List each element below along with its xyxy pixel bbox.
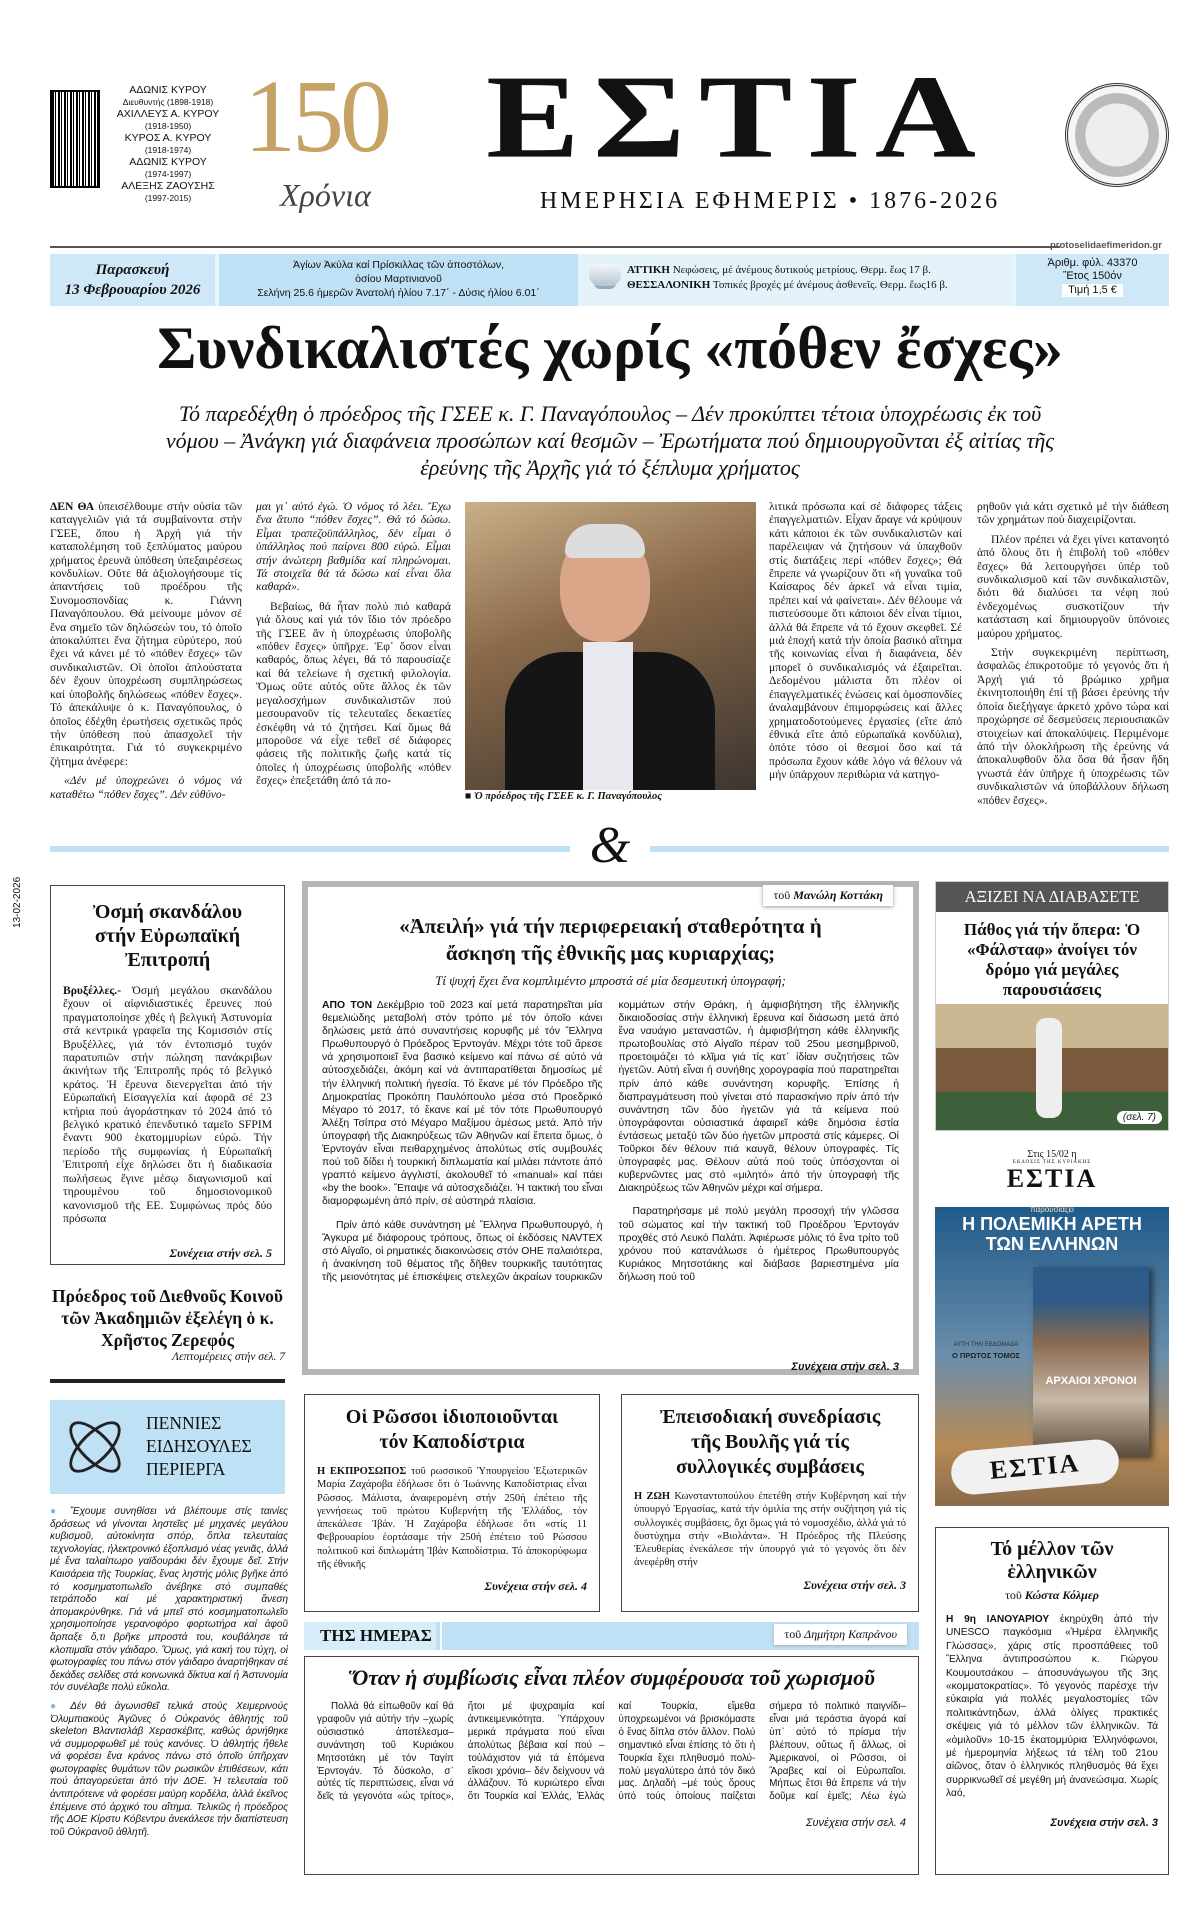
pennies-title-line: ΠΕΝΝΙΕΣ xyxy=(146,1413,222,1433)
issue-number: Ἀριθμ. φύλ. 43370 xyxy=(1047,257,1138,269)
pennies-items xyxy=(50,1506,288,1876)
photo-caption: ■ Ὁ πρόεδρος τῆς ΓΣΕΕ κ. Γ. Παναγόπουλος xyxy=(465,791,662,802)
anniversary-word: Χρόνια xyxy=(280,177,371,213)
parliament-headline: Ἐπεισοδιακή συνεδρίασις τῆς Βουλῆς γιά τίς συλλογικές συμβάσεις xyxy=(659,1406,881,1478)
byline-prefix: τοῦ xyxy=(784,1627,802,1641)
book-cover xyxy=(1033,1267,1149,1457)
rolled-newspaper xyxy=(949,1438,1120,1496)
byline-prefix: τοῦ xyxy=(773,888,791,902)
rolled-paper-title: ΕΣΤΙΑ xyxy=(988,1448,1082,1485)
continue-link[interactable]: Συνέχεια στήν σελ. 3 xyxy=(791,1361,899,1373)
scandal-article[interactable] xyxy=(50,885,285,1265)
lead-photo xyxy=(465,502,756,790)
worth-reading-box[interactable] xyxy=(935,881,1169,1131)
kottakis-body xyxy=(322,999,899,1359)
zerefos-headline: Πρόεδρος τοῦ Διεθνοῦς Κοινοῦ τῶν Ἀκαδημιῶν ἐξελέγη ὁ κ. Χρῆστος Ζερεφός xyxy=(52,1286,283,1350)
founders-list xyxy=(108,84,228,204)
russians-article[interactable] xyxy=(304,1394,600,1612)
watermark: protoselidaefimeridon.gr xyxy=(1050,240,1162,251)
byline-prefix: τοῦ xyxy=(1005,1588,1022,1602)
of-the-day-headline: Ὅταν ἡ συμβίωσις εἶναι πλέον συμφέρουσα τοῦ χωρισμοῦ xyxy=(348,1665,875,1690)
worth-reading-headline: Πάθος γιά τήν ὄπερα: Ὁ «Φάλσταφ» ἀνοίγει τόν δρόμο γιά μεγάλες παρουσιάσεις xyxy=(963,920,1141,999)
weather-region: ΘΕΣΣΑΛΟΝΙΚΗ xyxy=(627,279,711,291)
lead-column-1 xyxy=(50,500,242,806)
details-link[interactable]: Λεπτομέρειες στήν σελ. 7 xyxy=(172,1351,285,1363)
pennies-item: ● Δέν θά ἀγωνισθεῖ τελικά στούς Χειμερινούς Ὀλυμπιακούς Ἀγῶνες ὁ Οὐκρανός ἀθλητής τοῦ skeleton Βλαντισλάβ Χερασκέβιτς, καθώς ἀρνήθηκε νά συμμορφωθεῖ μέ τούς κανόνες. Ὁ ἀθλητής ἤθελε νά φορέσει ἕνα κράνος πάνω στό ὁποῖο ὑπῆρχαν φωτογραφίες θυμάτων τῶν ρωσικῶν ἐπιθέσεων, κάτι πού ἀπαγορεύεται ἀπό τήν ΔΟΕ. Ἡ τελευταία τοῦ ἀντιπρότεινε νά φορέσει μαύρη κορδέλα, ἀλλά ἐκεῖνος ἐπέμεινε στό ἀρχικό του αἴτημα. Τελικῶς ἡ πρόεδρος τῆς ΔΟΕ Κίρστυ Κόβεντρυ ἀνεκάλεσε τήν διαπίστευση τοῦ Οὐκρανοῦ ἀθλητῆ. xyxy=(50,1700,288,1838)
ad-title: Η ΠΟΛΕΜΙΚΗ ΑΡΕΤΗ ΤΩΝ ΕΛΛΗΝΩΝ xyxy=(962,1214,1142,1254)
rain-cloud-icon xyxy=(589,264,621,286)
page-ref: (σελ. 7) xyxy=(1117,1111,1162,1124)
weekday: Παρασκευή xyxy=(95,262,170,278)
scandal-headline: Ὀσμή σκανδάλου στήν Εὐρωπαϊκή Ἐπιτροπή xyxy=(92,901,243,971)
author-name: Κώστα Κόλμερ xyxy=(1024,1588,1099,1602)
speaker-shirt xyxy=(583,642,633,790)
lead-column-4 xyxy=(977,500,1169,806)
weather-block xyxy=(581,254,1013,306)
kicker: Η 9η ΙΑΝΟΥΑΡΙΟΥ xyxy=(946,1614,1050,1625)
ad-volume: Ο ΠΡΩΤΟΣ ΤΟΜΟΣ xyxy=(951,1351,1021,1360)
date: 13 Φεβρουαρίου 2026 xyxy=(64,282,201,298)
of-the-day-article[interactable] xyxy=(304,1656,919,1875)
of-the-day-bar xyxy=(304,1622,919,1650)
byline xyxy=(763,885,893,906)
lead-text: Βεβαίως, θά ἦταν πολύ πιό καθαρά γιά ὅλους καί γιά τόν ἴδιο τόν πρόεδρο τῆς ΓΣΕΕ ἄν ἡ ὑποχρέωσις ὑποβολῆς «πόθεν ἔσχες» ὑπῆρχε. Ἐφ᾽ ὅσον εἶναι καθαρός, ὅπως λέγει, θά τό παρουσίαζε καί θά τελείωνε ἡ σχετική φιλολογία. Ὅμως οὔτε αὐτός οὔτε ἄλλος ἐκ τῶν μεγαλοσχήμων συνδικαλιστῶν πού μεσουρανοῦν τίς τελευταῖες δεκαετίες ἐσκέφθη νά τό ζητήσει. Καί ὅμως θά μποροῦσε νά εἶχε τεθεῖ σέ διάφορες φάσεις τῆς πολιτικῆς ζωῆς κατά τίς ὁποῖες ἡ ὑποχρέωσις ὑποβολῆς «πόθεν ἔσχες» ἐπεξετάθη ἀπό τά πο- xyxy=(256,599,451,788)
anniversary-number: 150 xyxy=(244,59,388,174)
book-subtitle: ΑΡΧΑΙΟΙ ΧΡΟΝΟΙ xyxy=(1045,1375,1137,1387)
divider xyxy=(50,1379,285,1383)
ad-volume-note: ΑΥΤΗ ΤΗΝ ΕΒΔΟΜΑΔΑ xyxy=(953,1342,1019,1348)
of-the-day-text: Πολλά θά εἰπωθοῦν καί θά γραφοῦν γιά αὐτήν τήν –χωρίς οὐσιαστικό ἀποτέλεσμα– συνάντηση τοῦ Κυριάκου Μητσοτάκη μέ τόν Ταγίπ Ἐρντογάν. Τό δύσκολο, σ᾽ αὐτές τίς περιπτώσεις, εἶναι νά δεῖς τά γεγονότα «ὡς τρίτος», ἤτοι μέ ψυχραιμία καί ἀντικειμενικότητα. Ὑπάρχουν μερικά πράγματα πού εἶναι ἀπολύτως βέβαια καί πού –τοὐλάχιστον γιά τά ἑπόμενα εἴκοσι χρόνια– δέν δείχνουν νά ἀλλάζουν. Τό κυριώτερο εἶναι ὅτι Τουρκία καί Ἑλλάς, Ἑλλάς καί Τουρκία, εἴμεθα ὑποχρεωμένοι νά βρισκόμαστε ὁ ἕνας δίπλα στόν ἄλλον. Πολύ σημαντικό εἶναι ἐπίσης τό ὅτι ἡ Τουρκία ἔχει πληθυσμό πολύ-πολύ μεγαλύτερο ἀπό τόν δικό μας. Δηλαδή –μέ τούς ὅρους ὑπό τούς ὁποίους παίζεται σήμερα τό πολιτικό παιγνίδι– εἶναι μιά τεράστια ἀγορά καί ὑπ᾽ αὐτό τό πρίσμα τήν βλέπουν, οὕτως ἤ ἄλλως, οἱ Ἀμερικανοί, οἱ Ρῶσσοι, οἱ Ἄραβες καί οἱ Εὐρωπαῖοι. Μήπως ἔτσι θά ἔπρεπε νά τήν δοῦμε καί ἐμεῖς; Λέω ἐγώ xyxy=(317,1701,906,1803)
info-bar xyxy=(50,254,1169,306)
pennies-title xyxy=(146,1412,252,1481)
book-ad[interactable] xyxy=(935,1147,1169,1506)
weather-attica xyxy=(627,263,1013,278)
lead-text: ὑπεισέλθουμε στήν οὐσία τῶν καταγγελιῶν γιά τά συμβαίνοντα στήν ΓΣΕΕ, ὅπου ἡ Ἀρχή γιά τήν καταπολέμηση τοῦ ξεπλύματος μαύρου χρήματος ἐρευνᾶ ὑπόθεση ὑπεξαιρέσεως κονδυλίων. Οὔτε θά ἀξιολογήσουμε τίς ἀπαντήσεις τοῦ προέδρου τῆς Συνομοσπονδίας κ. Γιάννη Παναγόπουλου. Θά μείνουμε μόνον σέ ἕνα σημεῖο τῶν δηλώσεών του, τό ὁποῖο ἀποκαλύπτει ἕνα ζήτημα εὐρύτερο, πού ἔχει νά κάνει μέ τό «πόθεν ἔσχες» τῶν συνδικαλιστῶν. Οἱ ὁποῖοι ἁπλούστατα δέν ἔχουν ὑποχρέωση συμπληρώσεως καί ὑποβολῆς δηλώσεως «πόθεν ἔσχες». Τό ἀπεκάλυψε ὁ κ. Παναγόπουλος, ὁ ὁποῖος ἐδέχθη ἐρωτήσεις σχετικῶς πρός τήν ὑπόθεση πού ἀπασχολεῖ τήν ἐπικαιρότητα. Γιά τό συγκεκριμένο ζήτημα ἀνέφερε: xyxy=(50,500,242,768)
issue-block xyxy=(1016,254,1169,306)
pennies-item-text: Δέν θά ἀγωνισθεῖ τελικά στούς Χειμερινούς Ὀλυμπιακούς Ἀγῶνες ὁ Οὐκρανός ἀθλητής τοῦ skeleton Βλαντισλάβ Χερασκέβιτς, καθώς ἀρνήθηκε νά συμμορφωθεῖ μέ τούς κανόνες. Ὁ ἀθλητής ἤθελε νά φορέσει ἕνα κράνος πάνω στό ὁποῖο ὑπῆρχαν φωτογραφίες θυμάτων τῶν ρωσικῶν ἐπιθέσεων, κάτι πού ἀπαγορεύεται ἀπό τήν ΔΟΕ. Ἡ τελευταία τοῦ ἀντιπρότεινε νά φορέσει μαύρη κορδέλα, ἀλλά ἐκεῖνος ἐπέμεινε στό ἀρχικό του αἴτημα. Τελικῶς ἡ πρόεδρος τῆς ΔΟΕ Κίρστυ Κόβεντρυ ἀνεκάλεσε τήν διαπίστευση τοῦ Οὐκρανοῦ ἀθλητῆ. xyxy=(50,1700,288,1838)
saints-line: ὁσίου Μαρτινιανοῦ xyxy=(355,273,442,285)
barcode xyxy=(50,90,100,188)
founder-years: Διευθυντής (1898-1918) xyxy=(122,97,214,107)
pennies-item-text: Ἔχουμε συνηθίσει νά βλέπουμε στίς ταινίες δράσεως νά γίνονται ληστεῖες μέ μηχανές μεγάλου κυβισμοῦ, αὐτοκίνητα σπόρ, ὅπλα τελευταίας τεχνολογίας, ἠλεκτρονικό ἐξοπλισμό νέας γενιᾶς, ἀλλά μέ ἕνα ταλαίπωρο γαϊδουράκι δέν ἔχουμε δεῖ. Στήν Καισάρεια τῆς Τουρκίας, ἕνας ληστής μόλις βγῆκε ἀπό τό κοσμηματοπωλεῖο ἀνέβηκε στό συμπαθές τετράποδο καί μέ χαρακτηριστική ἄνεση ἀπομακρύνθηκε. Γιά νά μπεῖ στό κοσμηματοπωλεῖο χρησιμοποίησε γερανοφόρο φορτωτήρα καί ἀφοῦ ἅρπαξε ὅ,τι βρῆκε μπροστά του, κουβάλησε τά κλοπιμαῖα στόν γάιδαρο. Ὅμως, γιά κακή του τύχη, οἱ φωτογραφίες του πάνω στόν γάιδαρο ἀναρτήθηκαν σέ δεκάδες σελίδες στά κοινωνικά δίκτυα καί ἡ Ἀστυνομία τόν συνέλαβε πολύ εὔκολα. xyxy=(50,1506,288,1694)
header-rule xyxy=(50,246,1060,248)
kolmer-article[interactable] xyxy=(935,1527,1169,1875)
kolmer-text: ἐκηρύχθη ἀπό τήν UNESCO παγκόσμια «Ἡμέρα ἑλληνικῆς Γλώσσας», χάρις στίς προσπάθειες τοῦ Ἕλληνα ἀντιπροσώπου κ. Γιώργου Κουμουτσάκου – ἀποσυνάγωγου τῆς 3ης «κομματοκρατίας». Τό γεγονός παρέσχε τήν εὐκαιρία γιά πολλές μεγαλοστομίες τῶν πολιτικάντηδων, ἀλλά ὀλίγες πρακτικές σκέψεις γιά τό μέλλον τῶν ἑλληνικῶν. Τά «ὁμιλοῦν» 10-15 ἑκατομμύρια Ἑλληνόφωνοι, μέ ἡμερομηνία λήξεως τά τέλη τοῦ 21ου αἰῶνος, ὅταν ὁ ἑλληνικός πληθυσμός θά ἔχει συρρικνωθεῖ σέ μεγέθη μή ἀνανεώσιμα. Χωρίς λαό, xyxy=(946,1614,1158,1800)
scandal-text: Ὀσμή μεγάλου σκανδάλου ἔχουν οἱ αἰφνιδιαστικές ἔρευνες πού πραγματοποίησε χθές ἡ βελγική Ἀστυνομία στά κεντρικά γραφεῖα της Κομισσιόν στίς Βρυξέλλες, γιά τόν ἐντοπισμό τυχόν παρατυπιῶν στήν πώληση πανάκριβων ἀκινήτων τῆς Ἐπιτροπῆς πρός τό βελγικό κράτος. Ἡ ἔρευνα διενεργεῖται ἀπό τήν Εὐρωπαϊκή Εἰσαγγελία καί ἀφορᾶ σέ 23 κτήρια πού ἀγοράστηκαν τό 2024 ἀπό τό βελγικό κρατικό ἐπενδυτικό ταμεῖο SFPIM ἔναντι 900 ἑκατομμυρίων εὐρώ. Τήν περίοδο τῆς συμφωνίας ἡ Εὐρωπαϊκή Ἐπιτροπή εἶχε δηλώσει ὅτι ἡ διαδικασία πωλήσεως ἔγινε μέσῳ διαγωνισμοῦ καί τηρουμένου τοῦ δημοσιονομικοῦ κανονισμοῦ τῆς ΕΕ. Συμφώνως πρός δύο πρόσωπα xyxy=(63,984,272,1225)
date-block xyxy=(50,254,215,306)
weather-thessaloniki xyxy=(627,278,1013,293)
ornament-flower-icon xyxy=(62,1414,128,1480)
kottakis-article[interactable] xyxy=(302,881,919,1375)
founder: ΑΔΩΝΙΣ ΚΥΡΟΥ xyxy=(129,84,207,96)
side-date xyxy=(6,860,36,930)
pennies-banner xyxy=(50,1400,285,1494)
athena-seal xyxy=(1065,83,1169,187)
kolmer-headline: Τό μέλλον τῶν ἑλληνικῶν xyxy=(990,1538,1114,1583)
kicker: Η ΖΩΗ xyxy=(634,1491,671,1502)
speaker-hair xyxy=(565,524,645,558)
lead-text: Στήν συγκεκριμένη περίπτωση, ἀσφαλῶς ἐπικροτοῦμε τό γεγονός ὅτι ἡ Ἀρχή γιά τό βρώμικο χρῆμα ἐκινητοποιήθη ἐπί τῇ βάσει ἐρεύνης τήν ὁποία διεξήγαγε ἀρκετό χρόνο τώρα καί προχώρησε σέ δεσμεύσεις περιουσιακῶν στοιχείων καί ἀποκαλύψεις. Περιμένομε ἀπό τήν ὁλοκλήρωση τῆς ἐρεύνης νά ἀποκαλυφθοῦν ὅλα ὅσα θά ἦσαν ἤδη γνωστά ἐάν ὑπῆρχε ἡ ὑποχρέωσις τῶν συνδικαλιστῶν νά ὑποβάλλουν δήλωση «πόθεν ἔσχες». xyxy=(977,646,1169,806)
performer xyxy=(1036,1018,1062,1118)
saints-block xyxy=(219,254,578,306)
founder-years: (1997-2015) xyxy=(144,193,192,203)
parliament-text: Κωνσταντοπούλου ἐπετέθη στήν Κυβέρνηση καί τήν ὑπουργό Ἐργασίας, κατά τήν ὁμιλία της στήν συζήτηση γιά τίς συλλογικές συμβάσεις, ὄχι ὅμως γιά τό νομοσχέδιο, ἀλλά γιά τό δυστύχημα στήν «Βιολάντα». Ἡ Πρόεδρος τῆς Πλεύσης Ἐλευθερίας ἐνεκάλεσε τήν ὑπουργό γιά τό γεγονός ὅτι δέν ἀνεφέρθη στήν xyxy=(634,1491,906,1569)
lead-column-2 xyxy=(256,500,451,806)
lead-headline: Συνδικαλιστές χωρίς «πόθεν ἔσχες» xyxy=(157,315,1063,381)
russians-headline: Οἱ Ρῶσσοι ἰδιοποιοῦνται τόν Καποδίστρια xyxy=(345,1406,559,1453)
pennies-title-line: ΕΙΔΗΣΟΥΛΕΣ xyxy=(146,1436,252,1456)
ampersand-ornament: & xyxy=(570,818,650,874)
continue-link[interactable]: Συνέχεια στήν σελ. 5 xyxy=(169,1246,272,1260)
worth-reading-label: ΑΞΙΖΕΙ ΝΑ ΔΙΑΒΑΣΕΤΕ xyxy=(936,882,1168,912)
lead-text: λιτικά πρόσωπα καί σέ διάφορες τάξεις ἐπαγγελματιῶν. Εἶχαν ἄραγε νά κρύψουν κάτι κάποιοι ἐκ τῶν συνδικαλιστῶν καί παρέλειψαν νά ζητήσουν νά ὑπαχθοῦν στίς διατάξεις περί «πόθεν ἔσχες»; Θά ἔπρεπε νά γνωρίζουν ὅτι «ἡ γυναῖκα τοῦ Καίσαρος δέν ἀρκεῖ νά εἶναι τιμία, πρέπει καί νά φαίνεται». Δέν θέλουμε νά πιστεύσουμε ὅτι κάποιοι δέν εἶναι τίμιοι, ἀλλά θά ἔπρεπε νά τό ἔχουν σκεφθεῖ. Σέ μιά ἐποχή κατά τήν ὁποία βασικό αἴτημα τῆς κοινωνίας εἶναι ἡ διαφάνεια, δέν μπορεῖ ὁ συνδικαλισμός νά ἐξαιρεῖται. Δεδομένου μάλιστα ὅτι πλέον οἱ ἐπαγγελματικές ἑνώσεις καί ὁμοσπονδίες ἀναλαμβάνουν ἐπιμορφώσεις καί ἄλλες χρηματοδοτούμενες ἐργασίες (εἴτε ἀπό ἐθνικά εἴτε ἀπό εὐρωπαϊκά κονδύλια), ὁπότε τόσο οἱ θεσμοί ὅσο καί τά πρόσωπα ἔχουν κάθε λόγο νά θέλουν νά μήν ὑπάρχουν περιθώρια νά κατηγο- xyxy=(769,500,962,782)
byline xyxy=(946,1588,1158,1603)
kottakis-kicker: ΑΠΟ ΤΟΝ xyxy=(322,1000,373,1011)
zerefos-article[interactable] xyxy=(50,1285,285,1385)
lead-quote-cont: μαι γι᾽ αὐτό ἐγώ. Ὁ νόμος τό λέει. Ἔχω ἕνα ἄτυπο “πόθεν ἔσχες”. Θά τό δώσω. Εἶμαι τραπεζοϋπάλληλος, δέν εἶμαι ὁ ὑπάλληλος πού παίρνει 800 εὐρώ. Εἶμαι στήν ἀνώτερη βαθμίδα καί πληρώνομαι. Τά στοιχεῖα θά τά δώσω καί εἶναι ὅλα καθαρά». xyxy=(256,500,451,594)
scandal-dateline: Βρυξέλλες.- xyxy=(63,984,122,997)
opera-photo xyxy=(936,1004,1168,1130)
ad-date-line: Στις 15/02 η xyxy=(1027,1149,1077,1160)
ad-presents: παρουσιάζει xyxy=(1030,1205,1074,1214)
ad-edition: ΕΚΔΟΣΙΣ ΤΗΣ ΚΥΡΙΑΚΗΣ xyxy=(1012,1160,1092,1165)
of-the-day-label: ΤΗΣ ΗΜΕΡΑΣ xyxy=(304,1622,436,1650)
founder: ΑΛΕΞΗΣ ΖΑΟΥΣΗΣ xyxy=(121,180,215,192)
author-name: Μανώλη Κοττάκη xyxy=(793,888,883,902)
saints-line: Ἁγίων Ἀκύλα καί Πρίσκιλλας τῶν ἀποστόλων, xyxy=(292,259,505,271)
kottakis-subhead: Τί ψυχή ἔχει ἕνα κομπλιμέντο μπροστά σέ μία δεσμευτική ὑπογραφή; xyxy=(435,973,786,988)
kottakis-text: Παρατηρήσαμε μέ πολύ μεγάλη προσοχή τήν γλῶσσα τοῦ σώματος καί τήν τακτική τοῦ Προέδρου Ἐρντογάν προχθές στό Λευκό Παλάτι. Ἀφιέρωσε μόλις τό ἕνα τρίτο τοῦ χρόνου πού κατανάλωσε ὁ ἡμέτερος Πρωθυπουργός Κυριάκος Μητσοτάκης καί διάβασε βαριεστημένα μία δήλωση πού τοῦ xyxy=(618,1206,899,1283)
continue-link[interactable]: Συνέχεια στήν σελ. 3 xyxy=(1050,1817,1158,1829)
kottakis-text: Δεκέμβριο τοῦ 2023 καί μετά παρατηρεῖται μία θεμελιώδης μεταβολή στόν τρόπο μέ τόν ὁποῖο κάνει δηλώσεις μετά ἀπό συναντήσεις κορυφῆς μέ τόν Ἕλληνα Πρωθυπουργό ὁ Πρόεδρος Ἐρντογάν. Μέχρι τότε τοῦ ἄρεσε νά χρησιμοποιεῖ ἕνα βασικό κείμενο καί πάνω σέ αὐτό νά αὐτοσχεδιάζει, ἀκόμη καί νά ἀντιπαρατίθεται δημοσίως μέ τήν ἑλληνική πολιτική ἡγεσία. Τό ἔκανε μέ τόν Πρόεδρο τῆς Δημοκρατίας Προκόπη Παυλόπουλο μέσα στό Προεδρικό Μέγαρο τό 2017, τό ἔκανε καί μέ τόν τότε Πρωθυπουργό Ἀλέξη Τσίπρα στό Μέγαρο Μαξίμου ἀμέσως μετά. Ἀπό τήν ὑπογραφή τῆς Διακηρύξεως τῶν Ἀθηνῶν καί ἔπειτα ὅμως, ὁ Ἐρντογάν εἶναι πειθαρχημένος ἀπολύτως στίς συμβουλές πού τοῦ δίδει ἡ τουρκική διπλωματία καί μιλάει πάντοτε ἀπό γραπτό κείμενο ἀγγλιστί, ἀκολουθεῖ τό «manual» καί πάει «by the book». Ἔπαψε νά αὐτοσχεδιάζει. Ἡ τακτική του εἶναι διαμορφωμένη ἀπό πρίν, σέ αὐστηρά πλαίσια. xyxy=(322,1000,603,1208)
lead-column-3 xyxy=(769,500,962,806)
price: Τιμή 1,5 € xyxy=(1062,284,1123,297)
weather-region: ΑΤΤΙΚΗ xyxy=(627,264,670,276)
lead-quote: «Δέν μέ ὑποχρεώνει ὁ νόμος νά καταθέτω “πόθεν ἔσχες”. Δέν εὐθύνο- xyxy=(50,774,242,801)
byline xyxy=(774,1624,907,1645)
weather-text: Τοπικές βροχές μέ ἀνέμους ἀσθενεῖς. Θερμ. ἕως16 β. xyxy=(712,279,948,291)
ad-paper: ΕΣΤΙΑ xyxy=(1006,1164,1098,1193)
continue-link[interactable]: Συνέχεια στήν σελ. 3 xyxy=(803,1578,906,1592)
continue-link[interactable]: Συνέχεια στήν σελ. 4 xyxy=(805,1817,906,1829)
continue-link[interactable]: Συνέχεια στήν σελ. 4 xyxy=(484,1579,587,1593)
pennies-item: ● Ἔχουμε συνηθίσει νά βλέπουμε στίς ταινίες δράσεως νά γίνονται ληστεῖες μέ μηχανές μεγάλου κυβισμοῦ, αὐτοκίνητα σπόρ, ὅπλα τελευταίας τεχνολογίας, ἠλεκτρονικό ἐξοπλισμό νέας γενιᾶς, ἀλλά μέ ἕνα ταλαίπωρο γαϊδουράκι δέν ἔχουμε δεῖ. Στήν Καισάρεια τῆς Τουρκίας, ἕνας ληστής μόλις βγῆκε ἀπό τό κοσμηματοπωλεῖο ἀνέβηκε στό συμπαθές τετράποδο καί μέ χαρακτηριστική ἄνεση ἀπομακρύνθηκε. Γιά νά μπεῖ στό κοσμηματοπωλεῖο χρησιμοποίησε γερανοφόρο φορτωτήρα καί ἀφοῦ ἅρπαξε ὅ,τι βρῆκε μπροστά του, κουβάλησε τά κλοπιμαῖα στόν γάιδαρο. Ὅμως, γιά κακή του τύχη, οἱ φωτογραφίες του πάνω στόν γάιδαρο ἀναρτήθηκαν σέ δεκάδες σελίδες στά κοινωνικά δίκτυα καί ἡ Ἀστυνομία τόν συνέλαβε πολύ εὔκολα. xyxy=(50,1506,288,1694)
lead-text: Πλέον πρέπει νά ἔχει γίνει κατανοητό ἀπό ὅλους ὅτι ἡ ἐπιβολή τοῦ «πόθεν ἔσχες» θά λειτουργήσει ὑπέρ τοῦ συνδικαλισμοῦ καί τῶν συνδικαλιστῶν, διότι θά διαλύσει τα νέφη πού ἐνδεχομένως συσκοτίζουν τήν κατάσταση καί δημιουργοῦν ὑπόνοιες μαύρου χρήματος. xyxy=(977,532,1169,640)
side-date-text: 13-02-2026 xyxy=(12,876,23,928)
lead-subhead: Τό παρεδέχθη ὁ πρόεδρος τῆς ΓΣΕΕ κ. Γ. Παναγόπουλος – Δέν προκύπτει τέτοια ὑποχρέωσις ἐκ τοῦ νόμου – Ἀνάγκη γιά διαφάνεια προσώπων καί θεσμῶν – Ἐρωτήματα πού δημιουργοῦνται ἐξ αἰτίας τῆς ἐρεύνης τῆς Ἀρχῆς γιά τό ξέπλυμα χρήματος xyxy=(165,401,1055,480)
anniversary-logo xyxy=(240,59,435,218)
kottakis-text: Πρίν ἀπό κάθε συνάντηση μέ Ἕλληνα Πρωθυπουργό, ἡ Ἄγκυρα μέ διάφορους τρόπους, ὅπως οἱ ἐκδόσεις NAVTEX στό Αἰγαῖο, οἱ ρηματικές διακοινώσεις στόν ΟΗΕ παλαιότερα, ἡ ἀνακίνηση τοῦ θέματος τῆς δῆθεν τουρκικῆς ταυτότητας τῆς μειονότητας μέ ἐπισκέψεις στελεχῶν ἀκραίων τουρκικῶν κομμάτων στήν Θράκη, ἡ ἀμφισβήτηση τῆς ἑλληνικῆς δικαιοδοσίας στήν ἑλληνική ἔρευνα καί διάσωση μετά ἀπό ἕνα ναυάγιο μεταναστῶν, ἡ ἀμφισβήτηση κάθε ἑλληνικῆς πρωτοβουλίας στό Αἰγαῖο πέραν τοῦ 25ου μεσημβρινοῦ, προετοιμάζει τό κλῖμα γιά τίς κατ᾽ ἰδίαν συζητήσεις τῶν ἡγετῶν. Αὐτή εἶναι ἡ συνήθης χορογραφία πού παρατηρεῖται πρίν ἀπό κάθε συνάντηση κορυφῆς. Ἐπίσης ἡ διαπραγμάτευση πού γίνεται στό παρασκήνιο πρίν ἀπό τήν συνάντηση τῶν δύο ἡγετῶν γιά τά κείμενα πού ὑπογράφονται οὐσιαστικά ἀφαιρεῖ κάθε δημόσια ἑστία ἐντάσεως μεταξύ τῶν δύο ἡγετῶν μπροστά στίς κάμερες. Οἱ Τοῦρκοι δέν θέλουν πιά καυγᾶ, θέλουν ὑπογραφές. Τίς ὑπογραφές μας. Θέλουν αὐτά πού τούς ὑπόσχονται οἱ κυβερνῶντες μας στό «μιλητό» ἀπό τήν ὑπογραφή τῆς Διακηρύξεως τῶν Ἀθηνῶν μέχρι καί σήμερα. xyxy=(322,1000,899,1283)
founder: ΑΧΙΛΛΕΥΣ Α. ΚΥΡΟΥ xyxy=(116,108,220,120)
caption-text: Ὁ πρόεδρος τῆς ΓΣΕΕ κ. Γ. Παναγόπουλος xyxy=(473,791,662,802)
founder-years: (1918-1974) xyxy=(144,145,192,155)
lead-kicker: ΔΕΝ ΘΑ xyxy=(50,500,95,513)
of-the-day-body xyxy=(317,1701,906,1817)
founder: ΑΔΩΝΙΣ ΚΥΡΟΥ xyxy=(129,156,207,168)
newspaper-title: ΕΣΤΙΑ xyxy=(486,51,990,183)
newspaper-subtitle: ΗΜΕΡΗΣΙΑ ΕΦΗΜΕΡΙΣ • 1876-2026 xyxy=(539,188,1001,214)
pennies-title-line: ΠΕΡΙΕΡΓΑ xyxy=(146,1459,226,1479)
weather-text: Νεφώσεις, μέ ἀνέμους δυτικούς μετρίους. Θερμ. ἕως 17 β. xyxy=(672,264,931,276)
lead-text: ρηθοῦν γιά κάτι σχετικό μέ τήν διάθεση τῶν χρημάτων πού διαχειρίζονται. xyxy=(977,500,1169,527)
author-name: Δημήτρη Καπράνου xyxy=(804,1627,897,1641)
parliament-article[interactable] xyxy=(621,1394,919,1612)
russians-text: τοῦ ρωσσικοῦ Ὑπουργείου Ἐξωτερικῶν Μαρία Ζαχάροβα ἐδήλωσε ὅτι ὁ Ἰωάννης Καποδίστριας εἶναι Ρῶσσος. Μάλιστα, ἀναφερομένη στήν 250ή ἐπέτειο τῆς γεννήσεως τοῦ πρώτου Κυβερνήτη τῆς Ἑλλάδος, τόν ἀπεκάλεσε Ἰβάν. Ἡ Ζαχάροβα ἐδήλωσε ὅτι «στίς 11 Φεβρουαρίου ἑορτάσαμε τήν 250ή ἐπέτειο τοῦ Ρώσσου πολιτικοῦ καί διπλωμάτη Ἰβάν Καποδίστρια. Τό ἀποκορύφωμα τῆς ἐθνικῆς xyxy=(317,1466,587,1571)
volume-year: Ἔτος 150όν xyxy=(1063,270,1122,282)
sun-moon: Σελήνη 25.6 ἡμερῶν Ἀνατολή ἡλίου 7.17΄ - Δύσις ἡλίου 6.01΄ xyxy=(257,287,540,299)
kottakis-headline: «Ἀπειλή» γιά τήν περιφερειακή σταθερότητα ἡ ἄσκηση τῆς ἐθνικῆς μας κυριαρχίας; xyxy=(399,914,822,965)
kicker: Η ΕΚΠΡΟΣΩΠΟΣ xyxy=(317,1466,407,1477)
founder-years: (1918-1950) xyxy=(144,121,192,131)
founder: ΚΥΡΟΣ Α. ΚΥΡΟΥ xyxy=(124,132,212,144)
founder-years: (1974-1997) xyxy=(144,169,192,179)
